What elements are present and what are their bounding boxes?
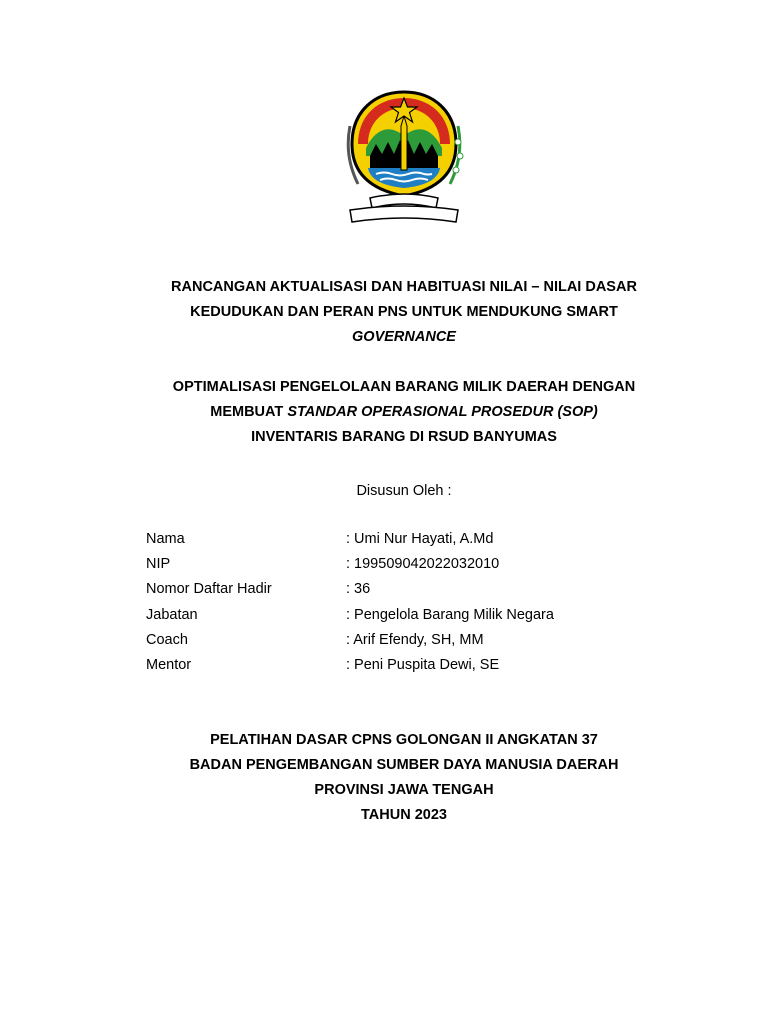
- title-line-3: GOVERNANCE: [352, 329, 456, 345]
- detail-label: Mentor: [146, 657, 192, 674]
- subtitle-line-1: OPTIMALISASI PENGELOLAAN BARANG MILIK DAERAH DENGAN: [172, 379, 636, 395]
- subtitle-line-3: INVENTARIS BARANG DI RSUD BANYUMAS: [251, 429, 557, 445]
- detail-value: : 199509042022032010: [346, 556, 500, 573]
- detail-value: : Arif Efendy, SH, MM: [346, 631, 484, 648]
- title-line-1: RANCANGAN AKTUALISASI DAN HABITUASI NILAI – NILAI DASAR: [171, 279, 637, 295]
- institution-line-3: PROVINSI JAWA TENGAH: [314, 782, 494, 798]
- detail-label: NIP: [146, 556, 171, 573]
- detail-row: [146, 603, 706, 628]
- detail-label: Nama: [146, 531, 185, 547]
- detail-value: : 36: [346, 581, 371, 598]
- detail-value: : Umi Nur Hayati, A.Md: [346, 531, 494, 547]
- detail-row: [146, 577, 706, 602]
- institution-line-2: BADAN PENGEMBANGAN SUMBER DAYA MANUSIA DAERAH: [189, 757, 619, 773]
- author-details: [146, 527, 706, 678]
- institution-block: [20, 728, 768, 828]
- detail-row: [146, 527, 706, 552]
- report-title: [20, 275, 768, 350]
- detail-value: : Peni Puspita Dewi, SE: [346, 657, 500, 674]
- detail-label: Coach: [146, 631, 188, 648]
- emblem-icon: [340, 86, 468, 230]
- subtitle-line-2-prefix: MEMBUAT: [210, 404, 288, 420]
- author-label: Disusun Oleh :: [356, 483, 452, 499]
- year-line: TAHUN 2023: [361, 807, 447, 823]
- report-subtitle: [20, 375, 768, 450]
- detail-label: Jabatan: [146, 606, 198, 623]
- institution-line-1: PELATIHAN DASAR CPNS GOLONGAN II ANGKATAN 37: [210, 732, 598, 748]
- detail-row: [146, 653, 706, 678]
- detail-label: Nomor Daftar Hadir: [146, 581, 272, 598]
- subtitle-line-2-italic: STANDAR OPERASIONAL PROSEDUR (SOP): [287, 404, 598, 420]
- detail-row: [146, 628, 706, 653]
- title-line-2: KEDUDUKAN DAN PERAN PNS UNTUK MENDUKUNG SMART: [190, 304, 618, 320]
- subtitle-line-2: [20, 400, 768, 425]
- detail-row: [146, 552, 706, 577]
- detail-value: : Pengelola Barang Milik Negara: [346, 606, 554, 623]
- jawa-tengah-emblem: [340, 86, 468, 230]
